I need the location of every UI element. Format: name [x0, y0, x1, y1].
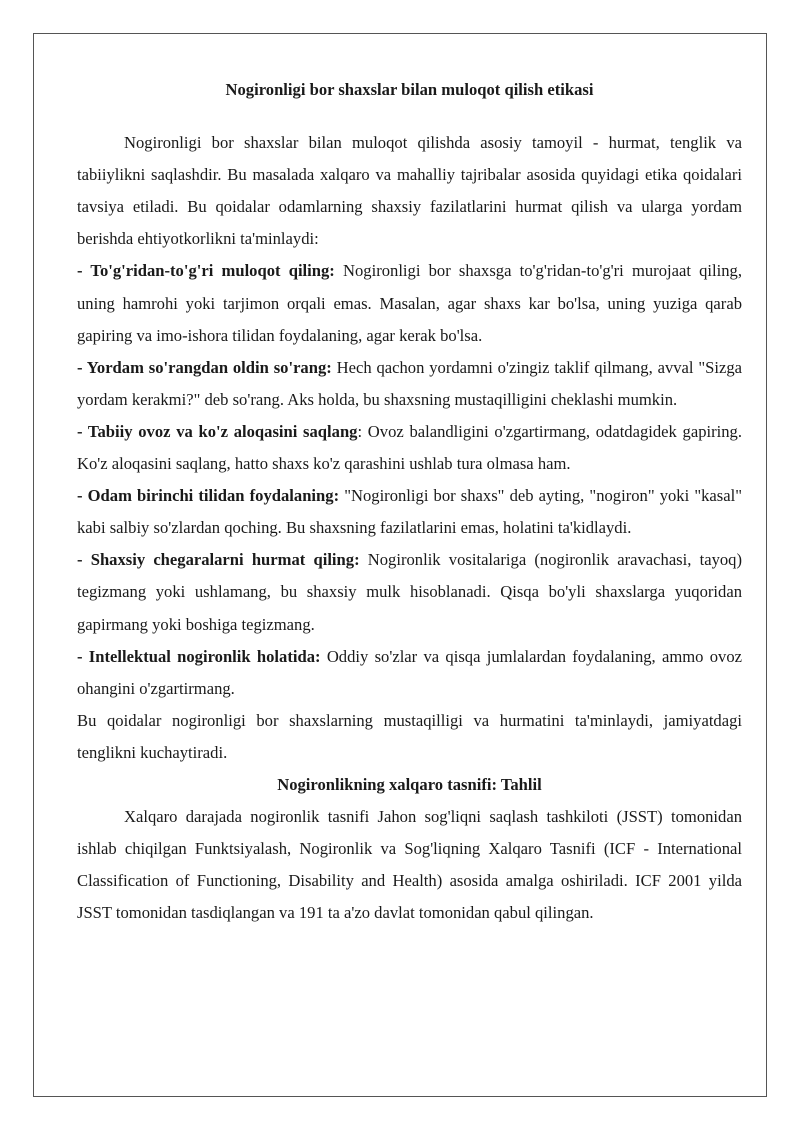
rule-heading: - Odam birinchi tilidan foydalaning:	[77, 486, 340, 506]
rule-text: : Ovoz balandligini o'zgartirmang, odatdagidek gapiring. Ko'z aloqasini saqlang, hatto shaxs ko'z qarashini ushlab tura olmasa ham.	[77, 421, 742, 474]
document-body	[77, 74, 742, 929]
rule-text: Nogironligi bor shaxsga to'g'ridan-to'g'ri murojaat qiling, uning hamrohi yoki tarjimon orqali emas. Masalan, agar shaxs kar bo'lsa, uning yuziga qarab gapiring va imo-ishora tilidan foydalaning, agar kerak bo'lsa.	[77, 261, 742, 345]
rule-item	[77, 641, 742, 705]
rule-text: Hech qachon yordamni o'zingiz taklif qilmang, avval "Sizga yordam kerakmi?" deb so'rang. Aks holda, bu shaxsning mustaqilligini cheklashi mumkin.	[77, 357, 742, 409]
rule-text: Nogironlik vositalariga (nogironlik aravachasi, tayoq) tegizmang yoki ushlamang, bu shaxsiy mulk hisoblanadi. Qisqa bo'yli shaxslarga yuqoridan gapirmang yoki boshiga tegizmang.	[77, 550, 742, 634]
rule-item	[77, 416, 742, 480]
section-paragraph: Xalqaro darajada nogironlik tasnifi Jahon sog'liqni saqlash tashkiloti (JSST) tomonidan ishlab chiqilgan Funktsiyalash, Nogironlik va Sog'liqning Xalqaro Tasnifi (ICF - International Classification of Functioning, Disability and Health) asosida amalga oshiriladi. ICF 2001 yilda JSST tomonidan tasdiqlangan va 191 ta a'zo davlat tomonidan qabul qilingan.	[77, 807, 742, 923]
conclusion-paragraph: Bu qoidalar nogironligi bor shaxslarning mustaqilligi va hurmatini ta'minlaydi, jamiyatdagi tenglikni kuchaytiradi.	[77, 710, 742, 762]
rule-item	[77, 544, 742, 640]
intro-paragraph: Nogironligi bor shaxslar bilan muloqot qilishda asosiy tamoyil - hurmat, tenglik va tabiiylikni saqlashdir. Bu masalada xalqaro va mahalliy tajribalar asosida quyidagi etika qoidalari tavsiya etiladi. Bu qoidalar odamlarning shaxsiy fazilatlarini hurmat qilish va ularga yordam berishda ehtiyotkorlikni ta'minlaydi:	[77, 133, 742, 249]
rule-heading: - Intellektual nogironlik holatida:	[77, 646, 321, 666]
rule-heading: - To'g'ridan-to'g'ri muloqot qiling:	[77, 261, 335, 281]
rule-item	[77, 352, 742, 416]
rule-item	[77, 480, 742, 544]
rule-item	[77, 255, 742, 351]
rule-text: "Nogironligi bor shaxs" deb ayting, "nogiron" yoki "kasal" kabi salbiy so'zlardan qoching. Bu shaxsning fazilatlarini emas, holatini ta'kidlaydi.	[77, 486, 742, 538]
rule-heading: - Tabiiy ovoz va ko'z aloqasini saqlang	[77, 421, 358, 441]
rule-text: Oddiy so'zlar va qisqa jumlalardan foydalaning, ammo ovoz ohangini o'zgartirmang.	[77, 646, 742, 698]
rule-heading: - Yordam so'rangdan oldin so'rang:	[77, 357, 332, 377]
document-title: Nogironligi bor shaxslar bilan muloqot qilish etikasi	[225, 80, 594, 99]
rule-heading: - Shaxsiy chegaralarni hurmat qiling:	[77, 550, 360, 570]
section-title: Nogironlikning xalqaro tasnifi: Tahlil	[277, 774, 542, 794]
